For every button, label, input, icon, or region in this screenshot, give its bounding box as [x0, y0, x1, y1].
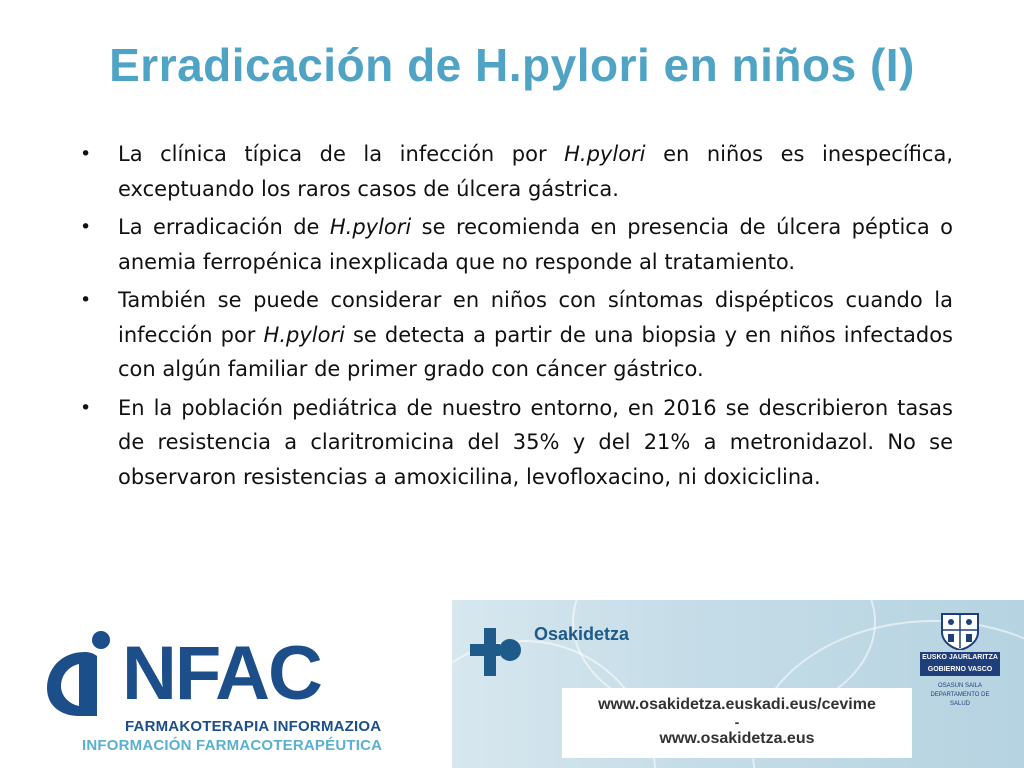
- infac-i-icon: [45, 630, 119, 716]
- gobierno-vasco-box: [920, 652, 1000, 676]
- url-separator: -: [734, 714, 740, 730]
- url-box: [562, 688, 912, 758]
- gobierno-dept-basque: OSASUN SAILA: [937, 683, 982, 689]
- bullet-text: También se puede considerar en niños con síntomas dispépticos cuando la infección por: [118, 288, 953, 347]
- bullet-dot: •: [80, 396, 92, 419]
- infac-subtitle-spanish: INFORMACIÓN FARMACOTERAPÉUTICA: [82, 737, 383, 754]
- bullet-item: [80, 283, 953, 387]
- coat-of-arms-icon: [938, 610, 982, 650]
- infac-wordmark: NFAC: [122, 631, 321, 716]
- cevime-link[interactable]: www.osakidetza.euskadi.eus/cevime: [598, 696, 876, 713]
- slide-title: Erradicación de H.pylori en niños (I): [109, 39, 915, 91]
- infac-logo: [40, 612, 440, 762]
- bullet-list: [80, 137, 953, 498]
- bullet-item: [80, 391, 953, 495]
- bullet-italic: H.pylori: [329, 215, 412, 239]
- bullet-dot: •: [80, 216, 92, 238]
- gobierno-vasco-logo: [920, 610, 1000, 720]
- bullet-text: se detecta a partir de una biopsia y en niños infectados con algún familiar de primer grado con cáncer gástrico.: [118, 322, 953, 381]
- bullet-dot: •: [80, 289, 92, 311]
- gobierno-line-spanish: GOBIERNO VASCO: [927, 666, 993, 673]
- bullet-italic: H.pylori: [263, 322, 345, 347]
- infac-subtitle-basque: FARMAKOTERAPIA INFORMAZIOA: [125, 718, 382, 735]
- gobierno-line-basque: EUSKO JAURLARITZA: [922, 654, 998, 661]
- bullet-italic: H.pylori: [564, 142, 646, 166]
- osakidetza-label: Osakidetza: [534, 624, 630, 644]
- osakidetza-banner: [452, 600, 1024, 768]
- bullet-text: La erradicación de: [118, 215, 330, 239]
- bullet-item: [80, 137, 953, 206]
- osakidetza-link[interactable]: www.osakidetza.eus: [659, 730, 815, 747]
- bullet-dot: •: [80, 143, 92, 165]
- bullet-text: se recomienda en presencia de úlcera péptica o anemia ferropénica inexplicada que no responde al tratamiento.: [118, 215, 953, 274]
- bullet-text: La clínica típica de la infección por: [118, 142, 565, 166]
- gobierno-department: [920, 682, 1000, 709]
- osakidetza-logo-icon: [470, 624, 526, 680]
- bullet-item: [80, 210, 953, 279]
- bullet-text: En la población pediátrica de nuestro entorno, en 2016 se describieron tasas de resistencia a claritromicina del 35% y del 21% a metronidazol. No se observaron resistencias a amoxicilina, levofloxacino, ni doxiciclina.: [118, 395, 953, 489]
- gobierno-dept-spanish: DEPARTAMENTO DE SALUD: [930, 692, 990, 707]
- infac-mark: [40, 612, 400, 722]
- bullet-text: en niños es inespecífica, exceptuando los raros casos de úlcera gástrica.: [118, 142, 953, 201]
